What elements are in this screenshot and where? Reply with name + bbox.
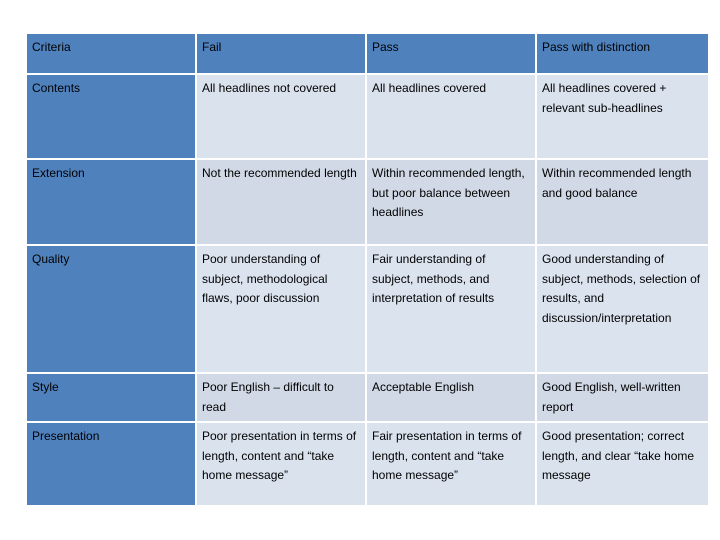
cell-fail: Not the recommended length	[196, 159, 366, 245]
table-row	[26, 422, 709, 506]
table-row	[26, 373, 709, 422]
criteria-table	[25, 32, 710, 507]
cell-pass: Fair presentation in terms of length, content and “take home message”	[366, 422, 536, 506]
row-criterion: Contents	[26, 74, 196, 159]
cell-fail: All headlines not covered	[196, 74, 366, 159]
cell-distinction: Good understanding of subject, methods, selection of results, and discussion/interpretation	[536, 245, 709, 373]
row-criterion: Presentation	[26, 422, 196, 506]
cell-pass: Within recommended length, but poor balance between headlines	[366, 159, 536, 245]
cell-pass: All headlines covered	[366, 74, 536, 159]
header-criteria: Criteria	[26, 33, 196, 74]
cell-distinction: Good English, well-written report	[536, 373, 709, 422]
header-pass-with-distinction: Pass with distinction	[536, 33, 709, 74]
cell-fail: Poor understanding of subject, methodological flaws, poor discussion	[196, 245, 366, 373]
cell-pass: Acceptable English	[366, 373, 536, 422]
header-pass: Pass	[366, 33, 536, 74]
row-criterion: Style	[26, 373, 196, 422]
header-fail: Fail	[196, 33, 366, 74]
cell-fail: Poor presentation in terms of length, content and “take home message”	[196, 422, 366, 506]
cell-pass: Fair understanding of subject, methods, and interpretation of results	[366, 245, 536, 373]
row-criterion: Quality	[26, 245, 196, 373]
cell-distinction: Good presentation; correct length, and clear “take home message	[536, 422, 709, 506]
cell-distinction: Within recommended length and good balance	[536, 159, 709, 245]
table-row	[26, 245, 709, 373]
table-row	[26, 74, 709, 159]
cell-fail: Poor English – difficult to read	[196, 373, 366, 422]
cell-distinction: All headlines covered + relevant sub-headlines	[536, 74, 709, 159]
table-row	[26, 159, 709, 245]
header-row	[26, 33, 709, 74]
row-criterion: Extension	[26, 159, 196, 245]
